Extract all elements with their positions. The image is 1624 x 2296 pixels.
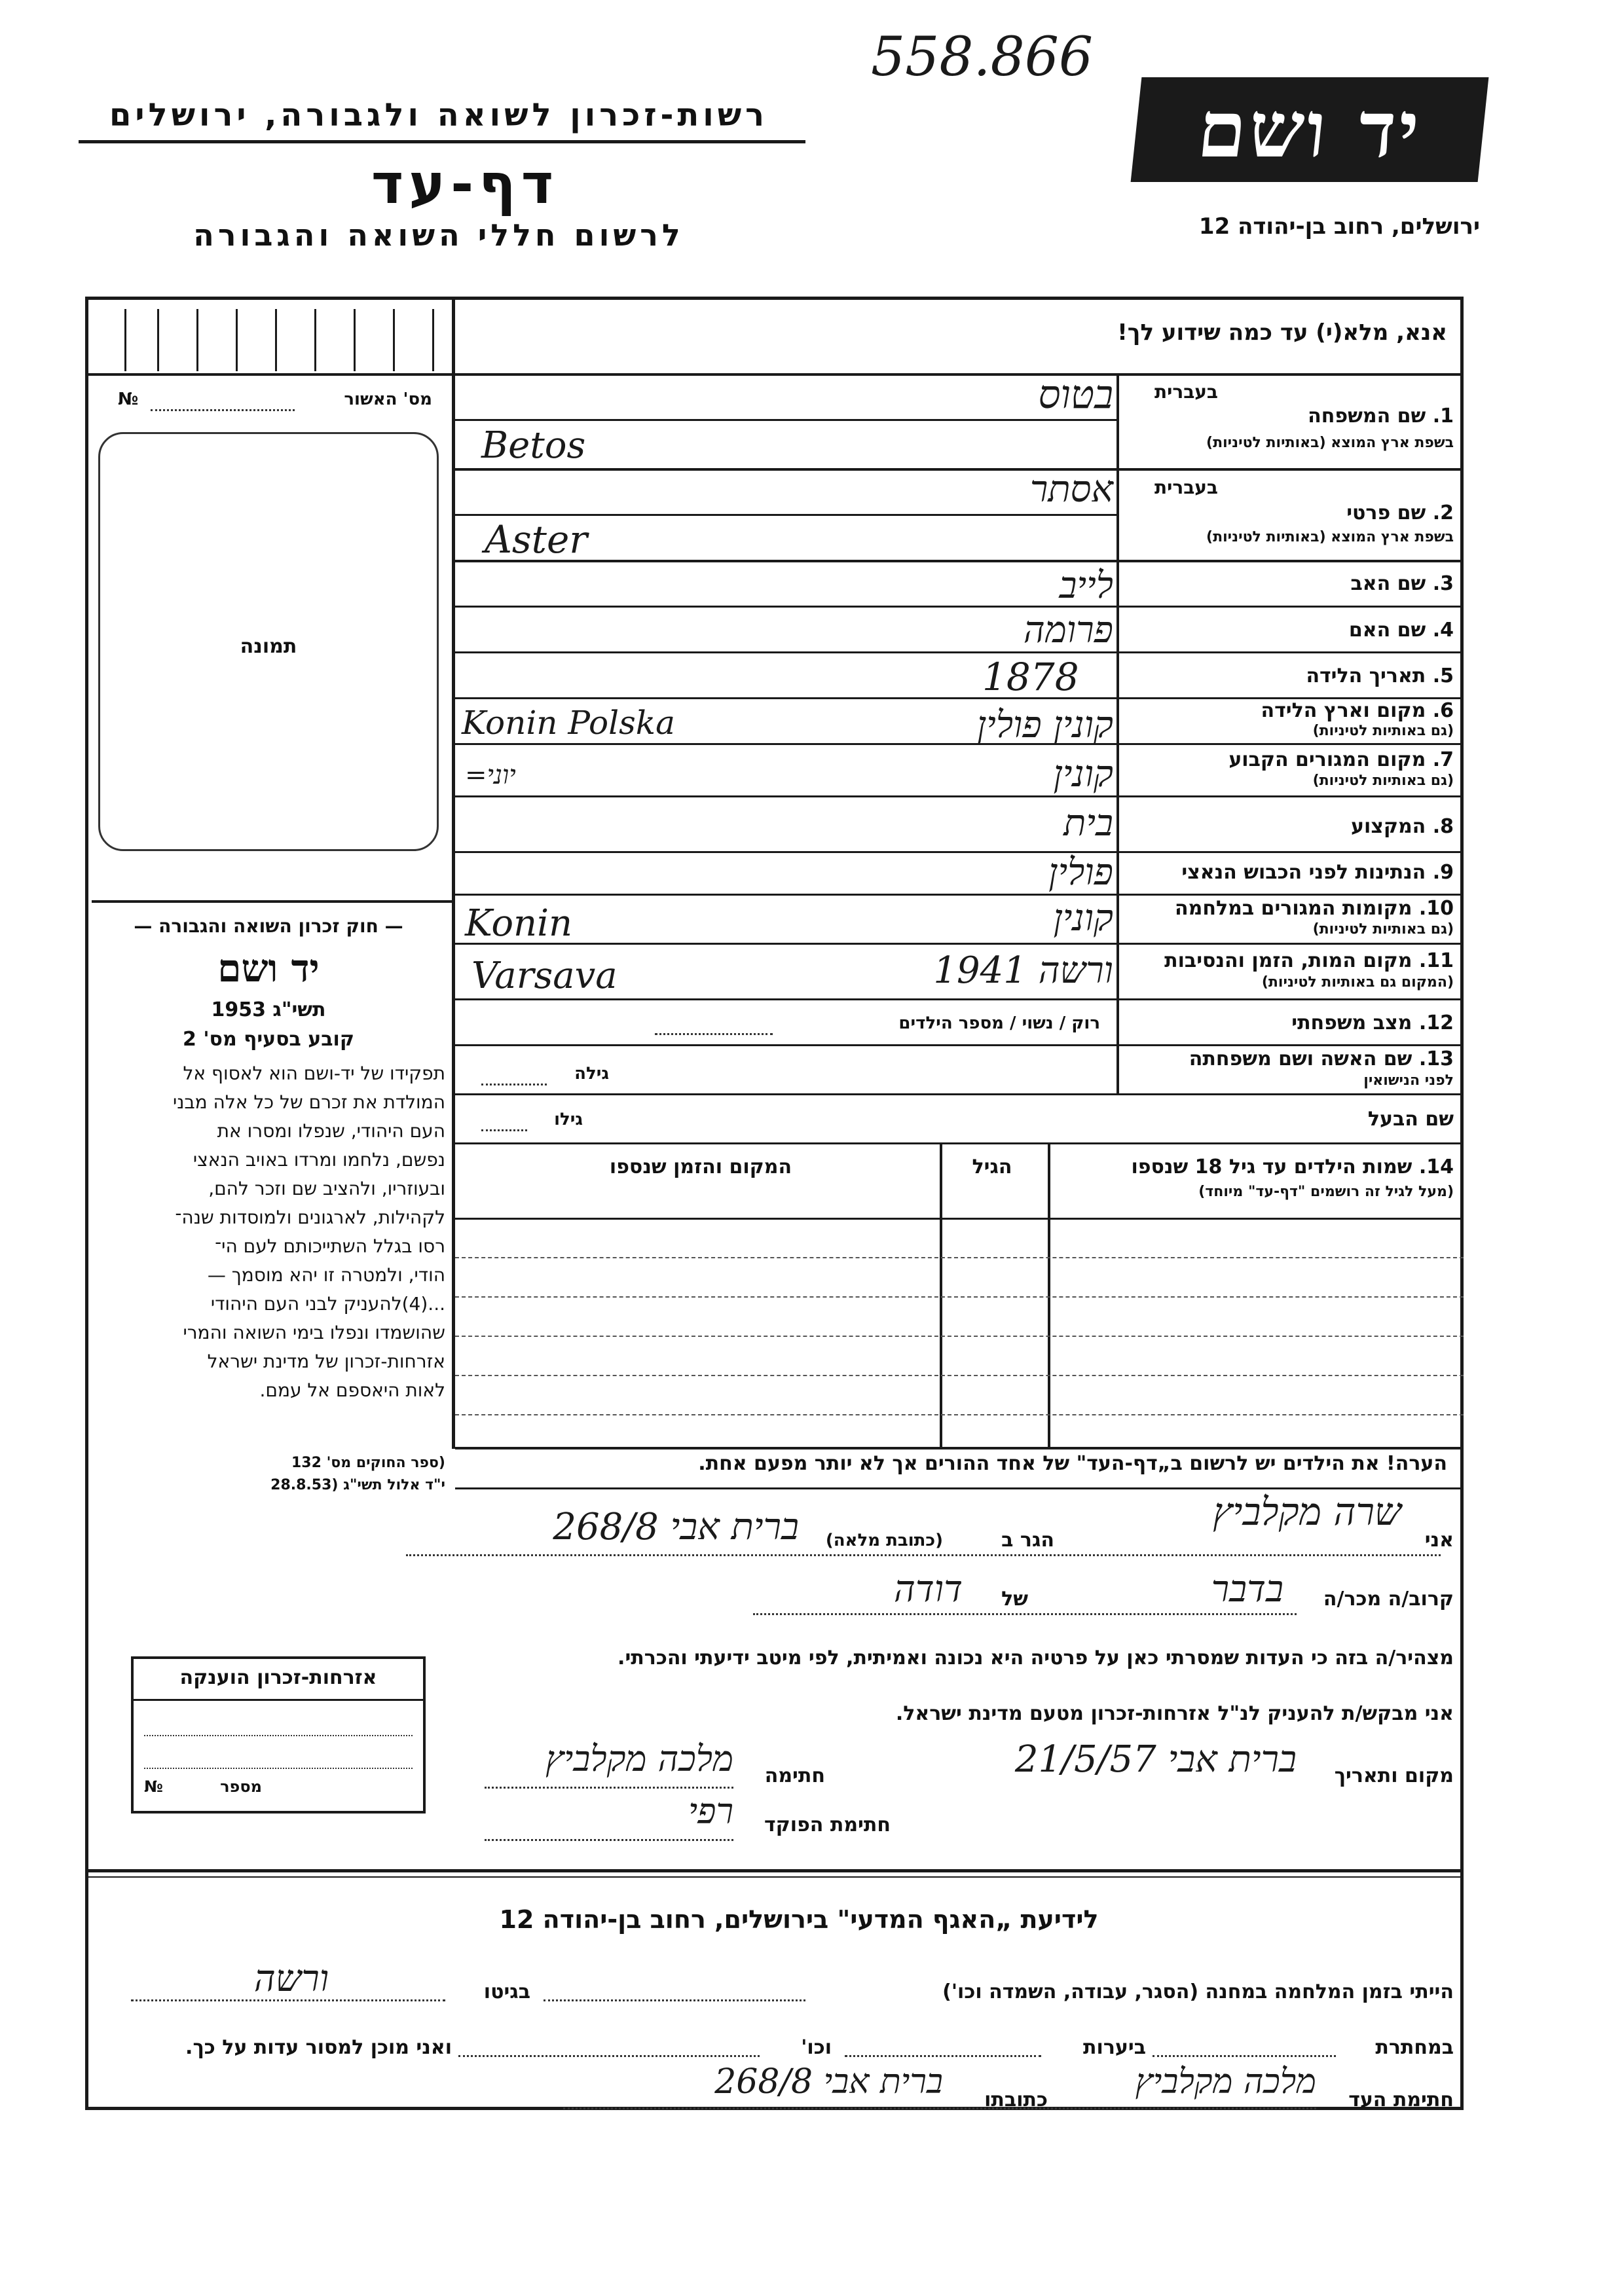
law-source-1: (ספר החוקים מס' 132: [291, 1455, 445, 1471]
law-title: — חוק זכרון השואה והגבורה —: [134, 915, 403, 937]
bottom-separator-2: [85, 1876, 1464, 1878]
signature-label: חתימה: [764, 1764, 825, 1787]
col-age-header: הגיל: [972, 1156, 1012, 1178]
field-6-latin-value[interactable]: Konin Polska: [462, 704, 675, 742]
official-signature[interactable]: רפי: [688, 1791, 733, 1832]
field-12-options[interactable]: רוק / נשוי / מספר הילדים: [898, 1013, 1100, 1033]
row-rule: [455, 560, 1464, 562]
field-1-sub: בשפת ארץ המוצא (באותיות לטיניות): [1206, 435, 1454, 451]
etc-label: וכו': [801, 2036, 832, 2059]
row-rule: [455, 1044, 1464, 1046]
top-row-rule: [85, 373, 1464, 376]
law-line: ...(4)להעניק לבני העם היהודי: [210, 1293, 445, 1315]
husband-age-label: גילו: [554, 1110, 583, 1129]
yad-vashem-logo: [1131, 77, 1489, 182]
witness-line: [563, 2105, 1316, 2109]
field-3-value[interactable]: לייב: [1059, 564, 1113, 607]
place-date-label: מקום ותאריך: [1334, 1764, 1454, 1787]
label-column-divider: [1116, 373, 1119, 1093]
field-1-hebrew-value[interactable]: בטוס: [1038, 372, 1113, 418]
row-rule: [455, 1218, 1464, 1220]
field-5-label: 5. תאריך הלידה: [1306, 665, 1454, 687]
field-4-label: 4. שם האם: [1348, 619, 1454, 642]
field-1-label: 1. שם המשפחה: [1308, 405, 1454, 428]
declarant-residing-label: הגר ב: [1001, 1529, 1054, 1552]
field-11-hebrew-value[interactable]: ורשה 1941: [933, 949, 1113, 992]
hebrew-tag: בעברית: [1154, 477, 1218, 498]
law-line: רסו בגלל השתייכותם לעם הי־: [215, 1235, 445, 1257]
hebrew-tag: בעברית: [1154, 381, 1218, 403]
header-rule: [79, 140, 805, 143]
citizenship-title-rule: [131, 1699, 426, 1701]
field-14-label: 14. שמות הילדים עד גיל 18 שנספו: [1131, 1156, 1454, 1178]
field-7-label: 7. מקום המגורים הקבוע: [1228, 748, 1454, 771]
field-9-value[interactable]: פולין: [1048, 851, 1113, 894]
field-2-hebrew-value[interactable]: אסתר: [1029, 468, 1113, 511]
law-line: אזרחות-זכרון של מדינת ישראל: [207, 1351, 445, 1372]
official-signature-label: חתימת הפוקד: [764, 1813, 891, 1836]
field-3-label: 3. שם האב: [1350, 572, 1454, 595]
ghetto-label: בגיטו: [483, 1980, 530, 2003]
witness-signature-label: חתימת העד: [1348, 2088, 1454, 2111]
camp-line[interactable]: [544, 1997, 805, 2001]
field-10-hebrew-value[interactable]: קונין: [1053, 897, 1113, 939]
law-body: [98, 1059, 445, 1405]
row-rule: [455, 998, 1464, 1000]
row-rule: [455, 894, 1464, 896]
declarant-i-label: אני: [1424, 1529, 1454, 1552]
citizenship-title: אזרחות-זכרון הוענקה: [179, 1666, 377, 1689]
row-rule: [455, 514, 1116, 516]
wife-age-label: גילה: [574, 1064, 609, 1084]
declarant-name[interactable]: שרה מקלביץ: [1213, 1489, 1401, 1534]
declaration-text: מצהיר/ה בזה כי העדות שמסרתי כאן על פרטיה היא נכונה ואמיתית, לפי מיטב ידיעתי והכרתי.: [618, 1647, 1454, 1669]
row-rule: [455, 1142, 1464, 1144]
law-line: העם היהודי, שנפלו ומסרו את: [217, 1120, 445, 1142]
forests-line[interactable]: [845, 2052, 1041, 2057]
field-9-label: 9. הנתינות לפני הכבוש הנאצי: [1181, 861, 1454, 884]
children-col-divider: [1048, 1142, 1050, 1447]
law-line: נפשם, נלחמו ומרדו באויב הנאצי: [193, 1149, 445, 1171]
ghetto-line: [131, 1997, 445, 2001]
citizenship-line: [144, 1768, 413, 1769]
field-13-sub: לפני הנישואין: [1363, 1072, 1454, 1089]
photo-label: תמונה: [240, 635, 297, 658]
camp-line-label: הייתי בזמן המלחמה במחנה (הסגר, עבודה, השמדה וכו'): [942, 1980, 1454, 2003]
field-6-sub: (גם באותיות לטיניות): [1312, 723, 1454, 739]
tick-boxes: [105, 309, 445, 371]
relation-value[interactable]: בדבר: [1211, 1568, 1283, 1611]
law-top-rule: [92, 900, 452, 903]
underground-label: במחתרת: [1375, 2036, 1454, 2059]
children-row[interactable]: [455, 1375, 1464, 1376]
field-11-latin-value[interactable]: Varsava: [471, 955, 618, 997]
row-rule: [455, 651, 1464, 653]
children-bottom-rule: [455, 1447, 1464, 1449]
forests-label: ביערות: [1083, 2036, 1146, 2059]
field-6-label: 6. מקום וארץ הלידה: [1261, 699, 1454, 722]
field-5-value[interactable]: 1878: [982, 655, 1079, 699]
wife-age-field[interactable]: [481, 1077, 547, 1085]
law-name: יד ושם: [217, 946, 320, 991]
field-11-sub: (המקום גם באותיות לטיניות): [1261, 974, 1454, 991]
law-line: תפקידו של יד-ושם הוא לאסוף אל: [183, 1063, 445, 1084]
field-10-latin-value[interactable]: Konin: [465, 902, 573, 945]
field-2-label: 2. שם פרטי: [1346, 501, 1454, 524]
law-source-2: י"ד אלול תשי"ג (28.8.53: [270, 1477, 445, 1493]
row-rule: [455, 419, 1116, 421]
row-rule: [455, 795, 1464, 797]
declarant-address-hint: (כתובת מלאה): [825, 1531, 943, 1550]
field-10-label: 10. מקומות המגורים במלחמה: [1175, 897, 1454, 920]
children-row[interactable]: [455, 1336, 1464, 1337]
law-line: המולדת את זכרם של כל אלה מבני: [172, 1091, 445, 1113]
relative-label: קרוב/ה מכר/ה: [1323, 1588, 1454, 1611]
field-7-hebrew-value[interactable]: קונין: [1053, 753, 1113, 795]
authority-name: רשות-זכרון לשואה ולגבורה, ירושלים: [109, 97, 769, 134]
field-7-sub: (גם באותיות לטיניות): [1312, 773, 1454, 789]
children-row[interactable]: [455, 1414, 1464, 1415]
field-12-label: 12. מצב משפחתי: [1291, 1011, 1454, 1034]
field-14-sub: (מעל לגיל זה רושמים "דף-עד" מיוחד): [1198, 1184, 1454, 1200]
witness-signature[interactable]: מלכה מקלביץ: [1135, 2062, 1316, 2102]
law-line: לאות היאספם אל עמם.: [259, 1379, 445, 1401]
bottom-separator: [85, 1869, 1464, 1872]
request-text: אני מבקש/ת להעניק לנ"ל אזרחות-זכרון מטעם מדינת ישראל.: [895, 1702, 1454, 1725]
of-value[interactable]: דודה: [894, 1568, 963, 1611]
ghetto-value[interactable]: ורשה: [253, 1958, 329, 2000]
field-2-latin-value[interactable]: Aster: [485, 517, 588, 562]
children-col-divider: [940, 1142, 942, 1447]
husband-age-field[interactable]: [481, 1123, 527, 1131]
approval-field[interactable]: [151, 403, 295, 411]
children-count-field[interactable]: [655, 1027, 773, 1035]
approval-number-symbol: №: [118, 390, 139, 409]
signature-line: [485, 1784, 733, 1789]
law-line: הודי, ולמטרה זו יהא מוסמך —: [207, 1264, 445, 1286]
declarant-address[interactable]: ברית אבי 268/8: [553, 1506, 799, 1548]
witness-address-label: כתובתו: [984, 2088, 1048, 2111]
citizenship-number-symbol: №: [144, 1777, 163, 1796]
col-place-time-header: המקום והזמן שנספו: [609, 1156, 792, 1178]
archive-number: 558.866: [871, 26, 1094, 88]
form-title: דף-עד: [371, 152, 559, 216]
field-7-latin-value[interactable]: =יוני: [465, 760, 516, 790]
field-8-value[interactable]: בית: [1063, 802, 1113, 845]
field-4-value[interactable]: פרומה: [1023, 609, 1113, 651]
header-address: ירושלים, רחוב בן-יהודה 12: [1198, 213, 1480, 240]
approval-label: מס' האשור: [344, 390, 432, 409]
citizenship-line: [144, 1735, 413, 1736]
field-8-label: 8. המקצוע: [1351, 815, 1454, 838]
law-clause: קובע בסעיף מס' 2: [183, 1028, 354, 1051]
declarant-address-line: [406, 1552, 1441, 1556]
field-2-sub: בשפת ארץ המוצא (באותיות לטיניות): [1206, 529, 1454, 545]
underground-line[interactable]: [1153, 2052, 1336, 2057]
citizenship-number-label: מספר: [220, 1777, 262, 1796]
law-year: תשי"ג 1953: [211, 998, 326, 1021]
row-rule: [455, 1093, 1464, 1095]
field-6-hebrew-value[interactable]: קונין פולין: [976, 704, 1113, 746]
intro-text: אנא, מלא(י) עד כמה שידוע לך!: [1117, 319, 1447, 346]
row-rule: [455, 943, 1464, 945]
law-line: לקהילות, לארגונים ולמוסדות שנה־: [175, 1207, 445, 1228]
testimony-ready-text: ואני מוכן למסור עדות על כך.: [185, 2036, 452, 2059]
declarant-signature[interactable]: מלכה מקלביץ: [545, 1738, 733, 1779]
official-signature-line: [485, 1836, 733, 1841]
field-11-label: 11. מקום המות, הזמן והנסיבות: [1164, 949, 1454, 972]
field-10-sub: (גם באותיות לטיניות): [1312, 921, 1454, 938]
law-line: שהושמדו ונפלו בימי השואה והמרי: [183, 1322, 445, 1343]
field-1-latin-value[interactable]: Betos: [481, 424, 586, 467]
children-row[interactable]: [455, 1296, 1464, 1298]
logo-text: יד ושם: [1193, 84, 1426, 175]
place-date-value[interactable]: ברית אבי 21/5/57: [1014, 1738, 1297, 1781]
of-label: של: [1001, 1588, 1028, 1611]
form-subtitle: לרשום חללי השואה והגבורה: [193, 217, 684, 253]
witness-address[interactable]: ברית אבי 268/8: [714, 2062, 943, 2102]
bottom-title: לידיעת „האגף המדעי" בירושלים, רחוב בן-יהודה 12: [499, 1905, 1099, 1934]
children-row[interactable]: [455, 1257, 1464, 1258]
field-13-label: 13. שם האשה ושם משפחתה: [1189, 1048, 1454, 1070]
relative-line: [753, 1611, 1297, 1615]
note-text: הערה! את הילדים יש לרשום ב„דף-העד" של אחד ההורים אך לא יותר מפעם אחת.: [698, 1452, 1447, 1475]
law-line: ובעוזריו, ולהציב שם וזכר להם,: [208, 1178, 445, 1199]
etc-line[interactable]: [458, 2052, 760, 2057]
husband-label: שם הבעל: [1367, 1108, 1454, 1131]
